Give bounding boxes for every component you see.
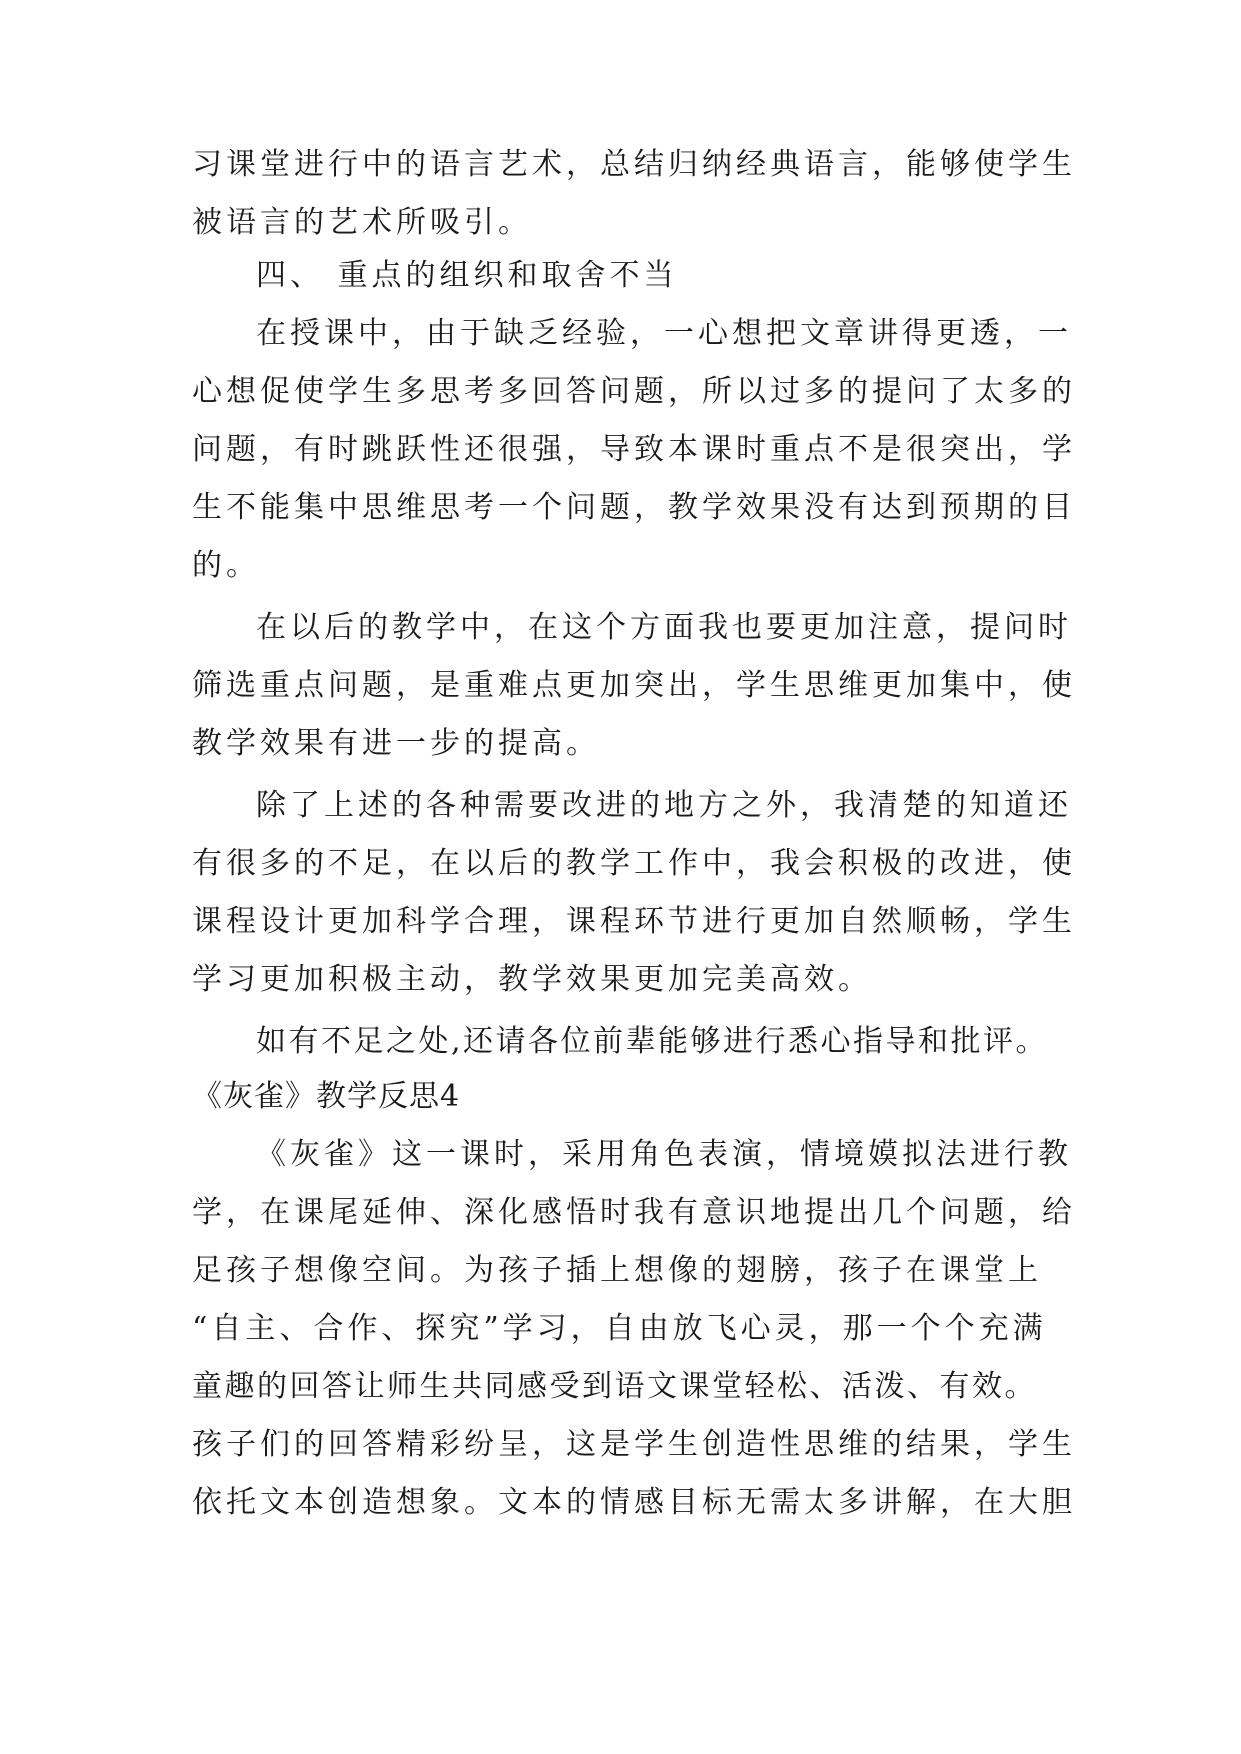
text-line: 有很多的不足，在以后的教学工作中，我会积极的改进，使: [192, 846, 1076, 881]
text-line: 孩子们的回答精彩纷呈，这是学生创造性思维的结果，学生: [192, 1427, 1076, 1462]
text-line: 教学效果有进一步的提高。: [192, 726, 600, 761]
text-line: 在授课中，由于缺乏经验，一心想把文章讲得更透，一: [256, 316, 1072, 351]
text-line: 学，在课尾延伸、深化感悟时我有意识地提出几个问题，给: [192, 1195, 1076, 1230]
text-line: 学习更加积极主动，教学效果更加完美高效。: [192, 962, 872, 997]
text-line: 习课堂进行中的语言艺术，总结归纳经典语言，能够使学生: [192, 147, 1076, 182]
text-line: 《灰雀》这一课时，采用角色表演，情境嫫拟法进行教: [256, 1137, 1072, 1172]
text-line: 童趣的回答让师生共同感受到语文课堂轻松、活泼、有效。: [192, 1369, 1037, 1404]
section-heading: 四、 重点的组织和取舍不当: [256, 258, 678, 293]
text-line: 足孩子想像空间。为孩子插上想像的翅膀，孩子在课堂上: [192, 1253, 1042, 1288]
section-title: 《灰雀》教学反思4: [192, 1079, 461, 1114]
text-line: 问题，有时跳跃性还很强，导致本课时重点不是很突出，学: [192, 432, 1076, 467]
text-line: 被语言的艺术所吸引。: [192, 205, 532, 240]
text-line: 在以后的教学中，在这个方面我也要更加注意，提问时: [256, 610, 1072, 645]
text-line: “自主、合作、探究”学习，自由放飞心灵，那一个个充满: [192, 1311, 1047, 1346]
text-line: 生不能集中思维思考一个问题，教学效果没有达到预期的目: [192, 490, 1076, 525]
text-line: 心想促使学生多思考多回答问题，所以过多的提问了太多的: [192, 374, 1076, 409]
text-line: 依托文本创造想象。文本的情感目标无需太多讲解，在大胆: [192, 1485, 1076, 1520]
text-line: 的。: [192, 548, 260, 583]
text-line: 除了上述的各种需要改进的地方之外，我清楚的知道还: [256, 788, 1072, 823]
text-line: 如有不足之处,还请各位前辈能够进行悉心指导和批评。: [256, 1024, 1049, 1059]
text-line: 课程设计更加科学合理，课程环节进行更加自然顺畅，学生: [192, 904, 1076, 939]
text-line: 筛选重点问题，是重难点更加突出，学生思维更加集中，使: [192, 668, 1076, 703]
